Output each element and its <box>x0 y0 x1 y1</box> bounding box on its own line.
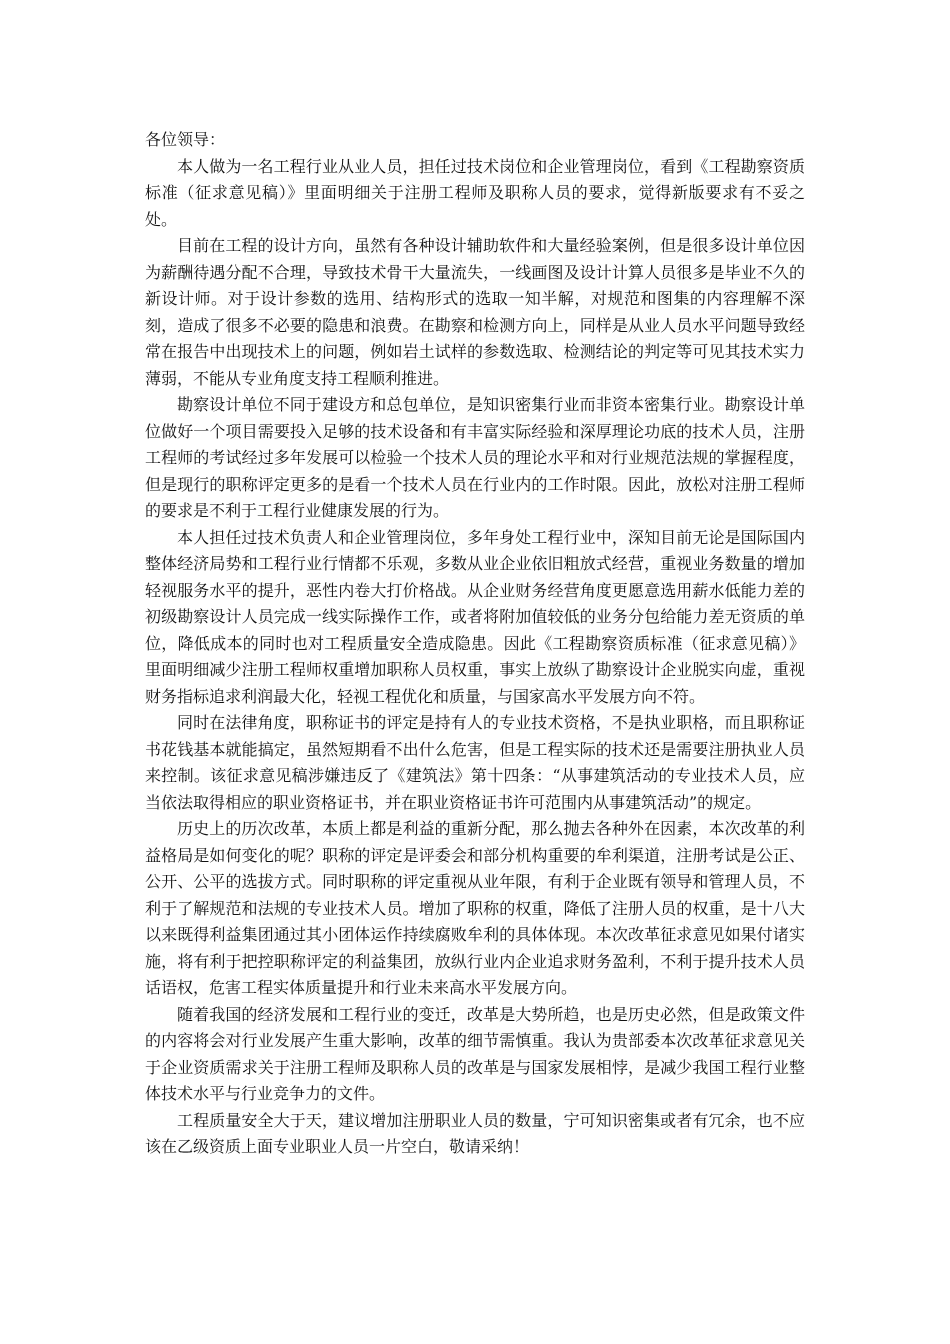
salutation: 各位领导： <box>145 130 226 149</box>
paragraph-4: 本人担任过技术负责人和企业管理岗位，多年身处工程行业中，深知目前无论是国际国内整体经济局势和工程行业行情都不乐观，多数从业企业依旧粗放式经营，重视业务数量的增加轻视服务水平的提升，恶性内卷大打价格战。从企业财务经营角度更愿意选用薪水低能力差的初级勘察设计人员完成一线实际操作工作，或者将附加值较低的业务分包给能力差无资质的单位，降低成本的同时也对工程质量安全造成隐患。因此《工程勘察资质标准（征求意见稿）》里面明细减少注册工程师权重增加职称人员权重，事实上放纵了勘察设计企业脱实向虚，重视财务指标追求利润最大化，轻视工程优化和质量，与国家高水平发展方向不符。 <box>145 527 805 706</box>
paragraph-5: 同时在法律角度，职称证书的评定是持有人的专业技术资格，不是执业职格，而且职称证书花钱基本就能搞定，虽然短期看不出什么危害，但是工程实际的技术还是需要注册执业人员来控制。该征求意见稿涉嫌违反了《建筑法》第十四条：“从事建筑活动的专业技术人员，应当依法取得相应的职业资格证书，并在职业资格证书许可范围内从事建筑活动”的规定。 <box>145 713 805 812</box>
paragraph-2: 目前在工程的设计方向，虽然有各种设计辅助软件和大量经验案例，但是很多设计单位因为薪酬待遇分配不合理，导致技术骨干大量流失，一线画图及设计计算人员很多是毕业不久的新设计师。对于设计参数的选用、结构形式的选取一知半解，对规范和图集的内容理解不深刻，造成了很多不必要的隐患和浪费。在勘察和检测方向上，同样是从业人员水平问题导致经常在报告中出现技术上的问题，例如岩土试样的参数选取、检测结论的判定等可见其技术实力薄弱，不能从专业角度支持工程顺利推进。 <box>145 236 805 388</box>
paragraph-3: 勘察设计单位不同于建设方和总包单位，是知识密集行业而非资本密集行业。勘察设计单位做好一个项目需要投入足够的技术设备和有丰富实际经验和深厚理论功底的技术人员，注册工程师的考试经过多年发展可以检验一个技术人员的理论水平和对行业规范法规的掌握程度，但是现行的职称评定更多的是看一个技术人员在行业内的工作时限。因此，放松对注册工程师的要求是不利于工程行业健康发展的行为。 <box>145 395 805 520</box>
paragraph-8: 工程质量安全大于天，建议增加注册职业人员的数量，宁可知识密集或者有冗余，也不应该在乙级资质上面专业职业人员一片空白，敬请采纳！ <box>145 1110 805 1156</box>
paragraph-1: 本人做为一名工程行业从业人员，担任过技术岗位和企业管理岗位，看到《工程勘察资质标准（征求意见稿）》里面明细关于注册工程师及职称人员的要求，觉得新版要求有不妥之处。 <box>145 156 805 229</box>
paragraph-7: 随着我国的经济发展和工程行业的变迁，改革是大势所趋，也是历史必然，但是政策文件的内容将会对行业发展产生重大影响，改革的细节需慎重。我认为贵部委本次改革征求意见关于企业资质需求关于注册工程师及职称人员的改革是与国家发展相悖，是减少我国工程行业整体技术水平与行业竞争力的文件。 <box>145 1004 805 1103</box>
letter-body <box>145 127 805 1161</box>
paragraph-6: 历史上的历次改革，本质上都是利益的重新分配，那么抛去各种外在因素，本次改革的利益格局是如何变化的呢？职称的评定是评委会和部分机构重要的牟利渠道，注册考试是公正、公开、公平的选拔方式。同时职称的评定重视从业年限，有利于企业既有领导和管理人员，不利于了解规范和法规的专业技术人员。增加了职称的权重，降低了注册人员的权重，是十八大以来既得利益集团通过其小团体运作持续腐败牟利的具体体现。本次改革征求意见如果付诸实施，将有利于把控职称评定的利益集团，放纵行业内企业追求财务盈利，不利于提升技术人员话语权，危害工程实体质量提升和行业未来高水平发展方向。 <box>145 819 805 997</box>
